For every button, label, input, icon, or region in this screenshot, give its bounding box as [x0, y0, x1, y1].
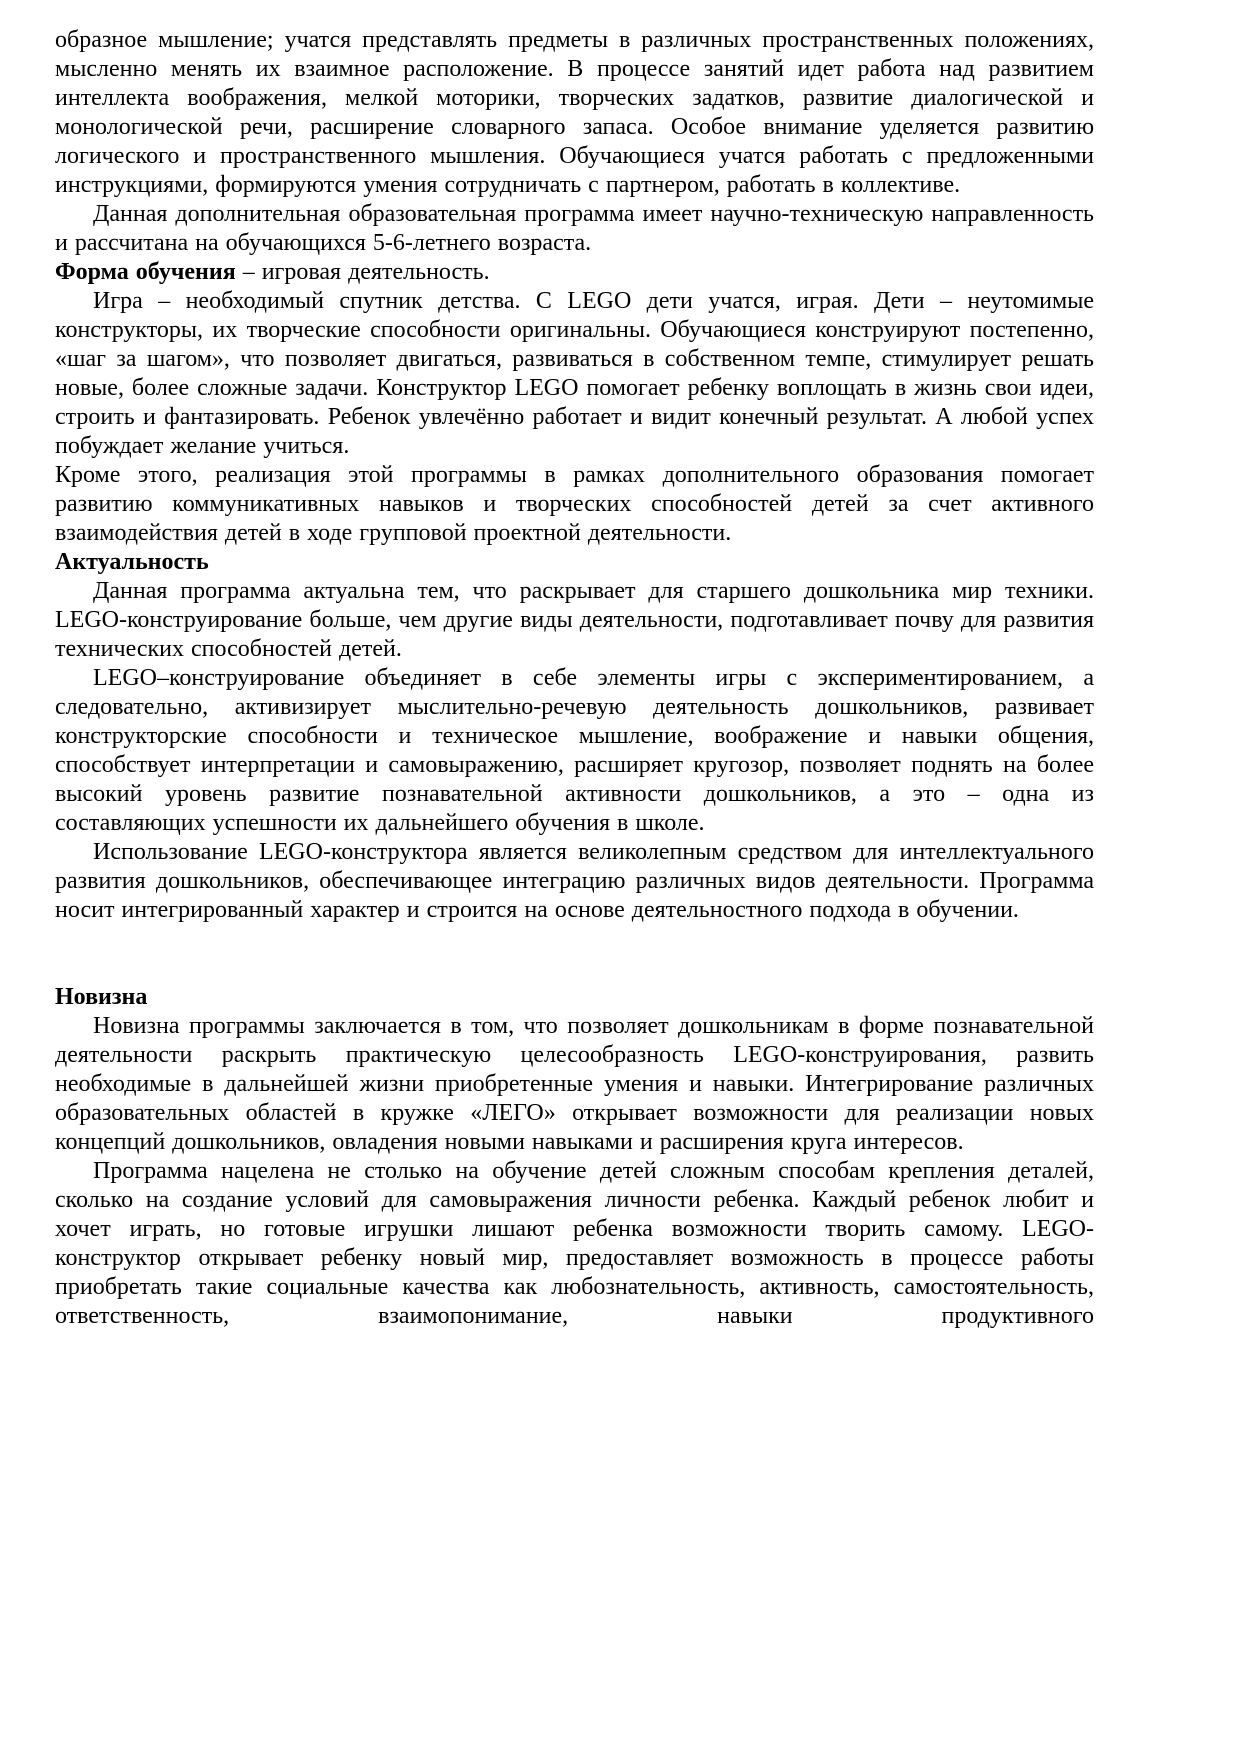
- bold-lead: Форма обучения: [55, 259, 236, 285]
- vertical-spacer: [55, 925, 1094, 983]
- paragraph: образное мышление; учатся представлять предметы в различных пространственных положениях, мысленно менять их взаимное расположение. В процессе занятий идет работа над развитием интеллекта воображения, мелкой моторики, творческих задатков, развитие диалогической и монологической речи, расширение словарного запаса. Особое внимание уделяется развитию логического и пространственного мышления. Обучающиеся учатся работать с предложенными инструкциями, формируются умения сотрудничать с партнером, работать в коллективе.: [55, 27, 1094, 198]
- paragraph: [55, 258, 1094, 287]
- paragraph: Кроме этого, реализация этой программы в рамках дополнительного образования помогает развитию коммуникативных навыков и творческих способностей детей за счет активного взаимодействия детей в ходе групповой проектной деятельности.: [55, 462, 1094, 546]
- section-heading: Новизна: [55, 984, 148, 1010]
- paragraph: Использование LEGO-конструктора является великолепным средством для интеллектуального развития дошкольников, обеспечивающее интеграцию различных видов деятельности. Программа носит интегрированный характер и строится на основе деятельностного подхода в обучении.: [55, 839, 1094, 923]
- paragraph: LEGO–конструирование объединяет в себе элементы игры с экспериментированием, а следовательно, активизирует мыслительно-речевую деятельность дошкольников, развивает конструкторские способности и техническое мышление, воображение и навыки общения, способствует интерпретации и самовыражению, расширяет кругозор, позволяет поднять на более высокий уровень развитие познавательной активности дошкольников, а это – одна из составляющих успешности их дальнейшего обучения в школе.: [55, 665, 1094, 836]
- paragraph: Данная дополнительная образовательная программа имеет научно-техническую направленность и рассчитана на обучающихся 5-6-летнего возраста.: [55, 201, 1094, 256]
- paragraph: Данная программа актуальна тем, что раскрывает для старшего дошкольника мир техники. LEGO-конструирование больше, чем другие виды деятельности, подготавливает почву для развития технических способностей детей.: [55, 578, 1094, 662]
- paragraph: Программа нацелена не столько на обучение детей сложным способам крепления деталей, сколько на создание условий для самовыражения личности ребенка. Каждый ребенок любит и хочет играть, но готовые игрушки лишают ребенка возможности творить самому. LEGO-конструктор открывает ребенку новый мир, предоставляет возможность в процессе работы приобретать такие социальные качества как любознательность, активность, самостоятельность, ответственность, взаимопонимание, навыки продуктивного: [55, 1158, 1094, 1329]
- paragraph: Новизна программы заключается в том, что позволяет дошкольникам в форме познавательной деятельности раскрыть практическую целесообразность LEGO-конструирования, развить необходимые в дальнейшей жизни приобретенные умения и навыки. Интегрирование различных образовательных областей в кружке «ЛЕГО» открывает возможности для реализации новых концепций дошкольников, овладения новыми навыками и расширения круга интересов.: [55, 1013, 1094, 1155]
- paragraph-text: – игровая деятельность.: [235, 259, 490, 285]
- section-heading: Актуальность: [55, 549, 209, 575]
- paragraph: Игра – необходимый спутник детства. С LEGO дети учатся, играя. Дети – неутомимые конструкторы, их творческие способности оригинальны. Обучающиеся конструируют постепенно, «шаг за шагом», что позволяет двигаться, развиваться в собственном темпе, стимулирует решать новые, более сложные задачи. Конструктор LEGO помогает ребенку воплощать в жизнь свои идеи, строить и фантазировать. Ребенок увлечённо работает и видит конечный результат. А любой успех побуждает желание учиться.: [55, 288, 1094, 459]
- document-body: [55, 26, 1094, 1331]
